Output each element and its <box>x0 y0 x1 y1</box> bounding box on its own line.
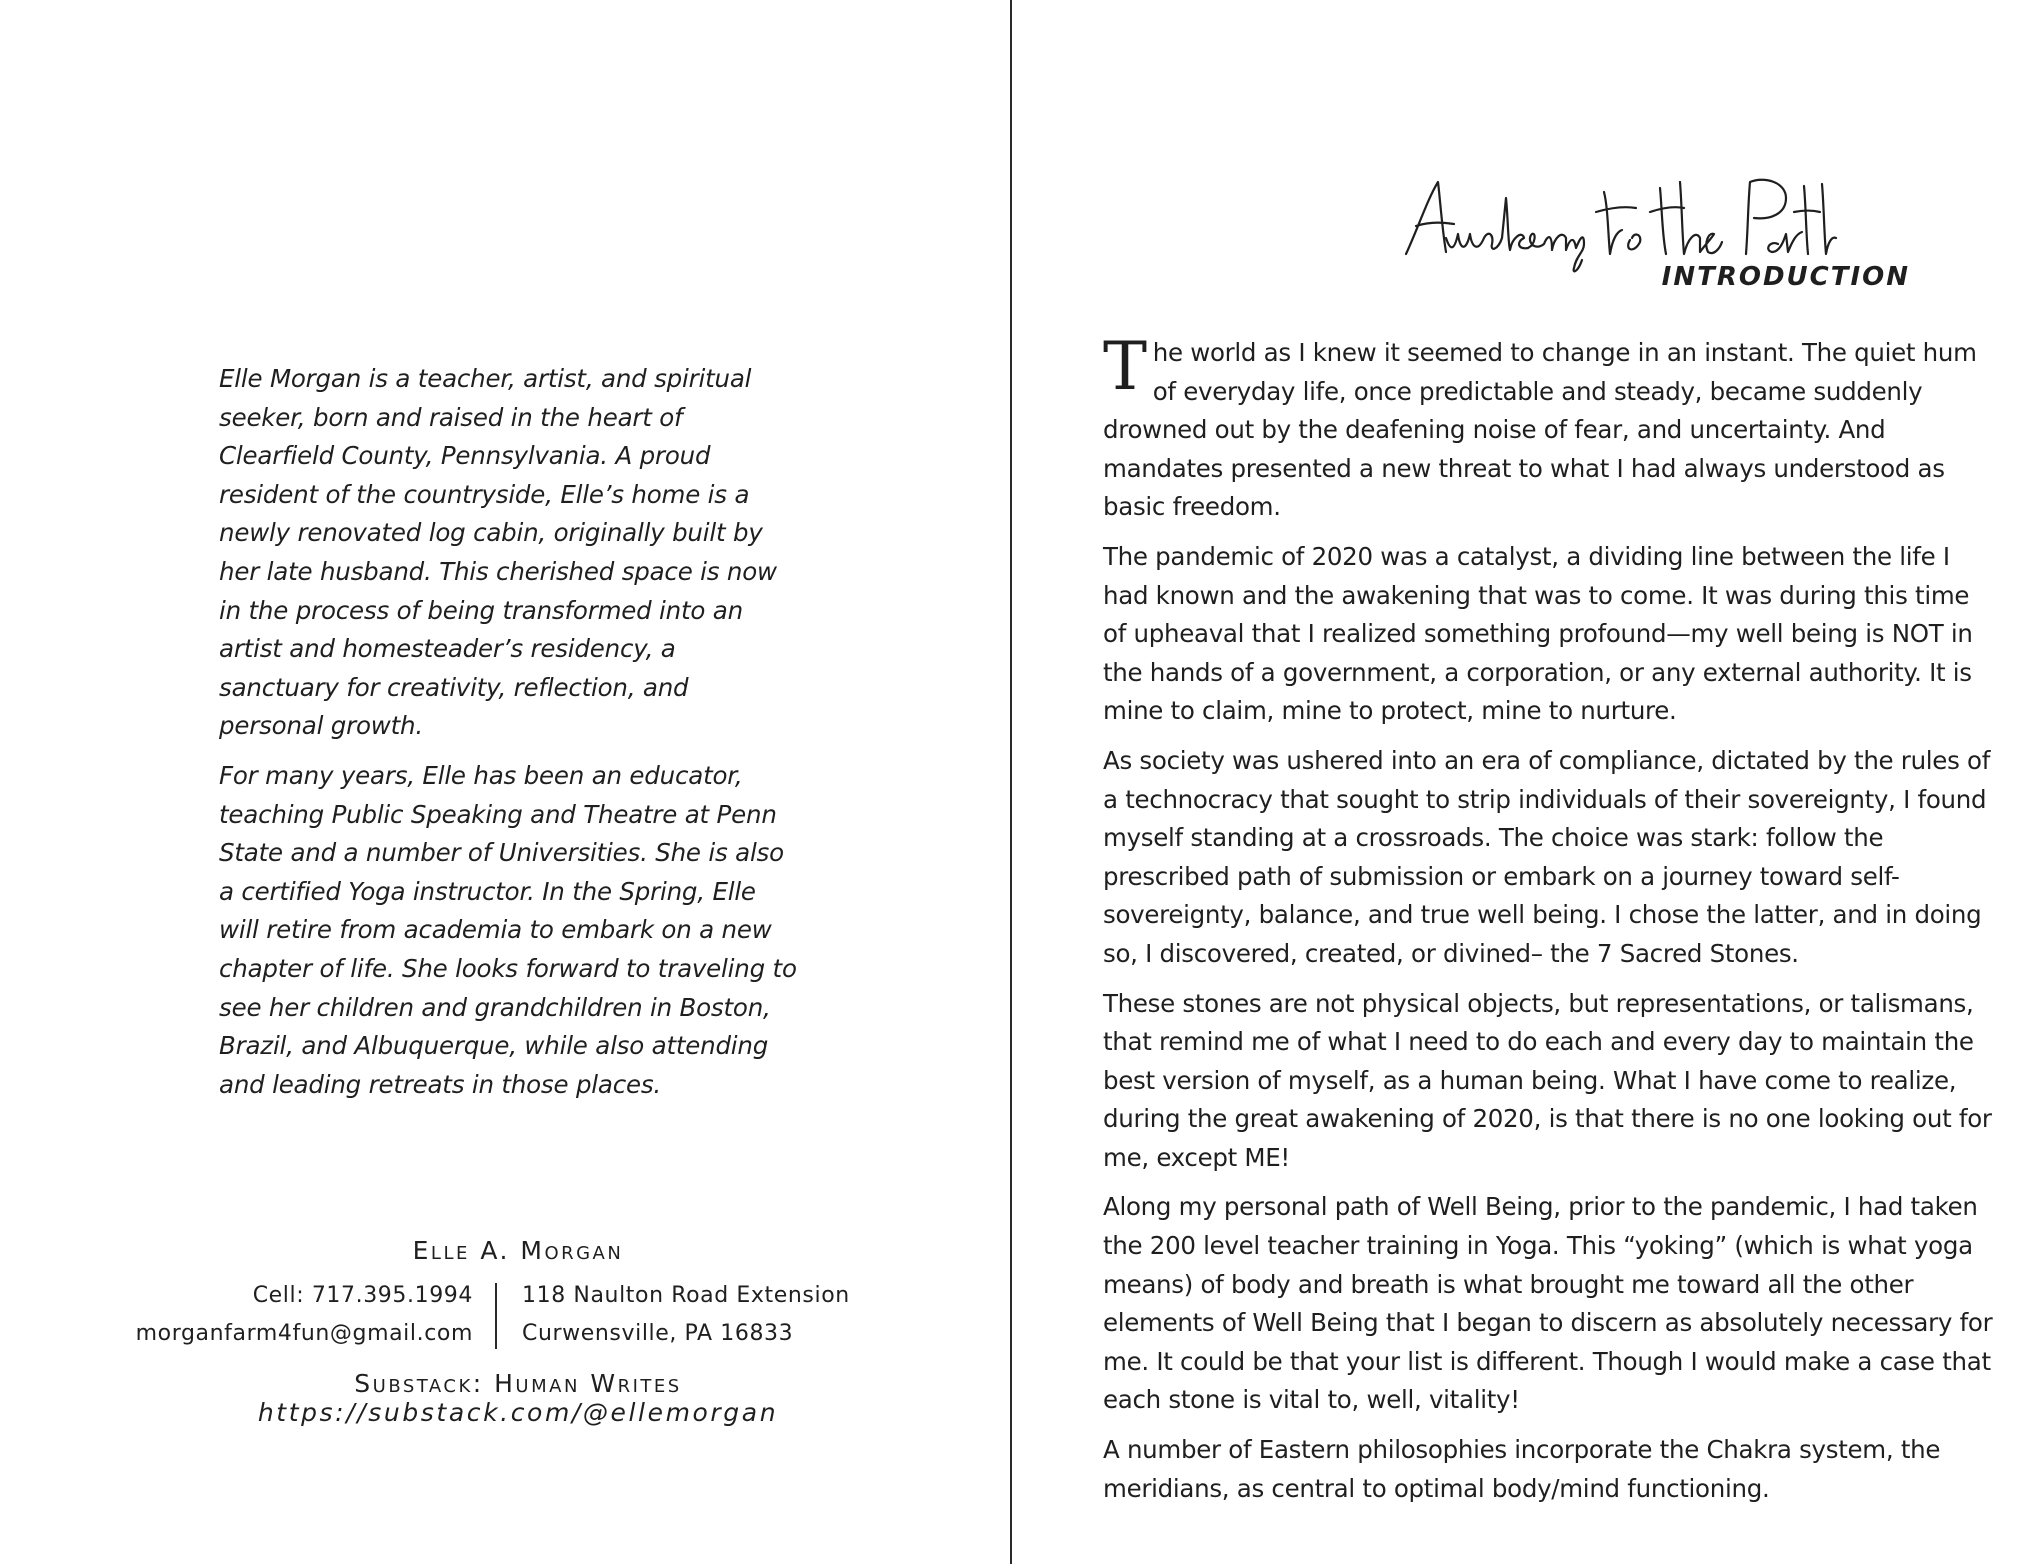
author-name: Elle A. Morgan <box>412 1236 624 1265</box>
body-paragraph-1 <box>1103 328 1993 527</box>
author-bio <box>219 360 799 1115</box>
body-paragraph-1-text: he world as I knew it seemed to change in an instant. The quiet hum of everyday life, once predictable and steady, became suddenly drowned out by the deafening noise of fear, and uncertainty. And mandates presented a new threat to what I had always understood as basic freedom. <box>1103 338 1977 522</box>
page-gutter-divider <box>1010 0 1012 1564</box>
bio-paragraph-1: Elle Morgan is a teacher, artist, and spiritual seeker, born and raised in the heart of Clearfield County, Pennsylvania. A proud resident of the countryside, Elle’s home is a newly renovated log cabin, originally built by her late husband. This cherished space is now in the process of being transformed into an artist and homesteader’s residency, a sanctuary for creativity, reflection, and personal growth. <box>219 364 777 741</box>
chapter-label: INTRODUCTION <box>1661 262 1910 292</box>
contact-right-column <box>522 1277 850 1353</box>
chapter-body <box>1103 328 1993 1519</box>
body-paragraph-5: Along my personal path of Well Being, prior to the pandemic, I had taken the 200 level teacher training in Yoga. This “yoking” (which is what yoga means) of body and breath is what brought me toward all the other elements of Well Being that I began to discern as absolutely necessary for me. It could be that your list is different. Though I would make a case that each stone is vital to, well, vitality! <box>1103 1192 1993 1415</box>
bio-paragraph-2: For many years, Elle has been an educator, teaching Public Speaking and Theatre at Penn State and a number of Universities. She is also a certified Yoga instructor. In the Spring, Elle will retire from academia to embark on a new chapter of life. She looks forward to traveling to see her children and grandchildren in Boston, Brazil, and Albuquerque, while also attending and leading retreats in those places. <box>219 760 797 1099</box>
drop-cap: T <box>1103 328 1147 405</box>
substack-url: https://substack.com/@ellemorgan <box>257 1398 779 1427</box>
contact-divider <box>495 1283 497 1349</box>
contact-block <box>130 1236 880 1427</box>
contact-address-line2: Curwensville, PA 16833 <box>522 1321 794 1346</box>
body-paragraph-3: As society was ushered into an era of compliance, dictated by the rules of a technocracy that sought to strip individuals of their sovereignty, I found myself standing at a crossroads. The choice was stark: follow the prescribed path of submission or embark on a journey toward self-sovereignty, balance, and true well being. I chose the latter, and in doing so, I discovered, created, or divined– the 7 Sacred Stones. <box>1103 745 1991 968</box>
body-paragraph-2: The pandemic of 2020 was a catalyst, a dividing line between the life I had known and the awakening that was to come. It was during this time of upheaval that I realized something profound—my well being is NOT in the hands of a government, a corporation, or any external authority. It is mine to claim, mine to protect, mine to nurture. <box>1103 541 1973 726</box>
substack-label: Substack: Human Writes <box>354 1369 682 1398</box>
body-paragraph-4: These stones are not physical objects, but representations, or talismans, that remind me of what I need to do each and every day to maintain the best version of myself, as a human being. What I have come to realize, during the great awakening of 2020, is that there is no one looking out for me, except ME! <box>1103 988 1992 1172</box>
body-paragraph-6: A number of Eastern philosophies incorporate the Chakra system, the meridians, as central to optimal body/mind functioning. <box>1103 1435 1941 1503</box>
contact-email: morganfarm4fun@gmail.com <box>135 1321 473 1346</box>
contact-left-column <box>136 1277 473 1353</box>
contact-cell: Cell: 717.395.1994 <box>252 1283 473 1308</box>
contact-grid <box>130 1277 880 1357</box>
contact-address-line1: 118 Naulton Road Extension <box>522 1283 850 1308</box>
